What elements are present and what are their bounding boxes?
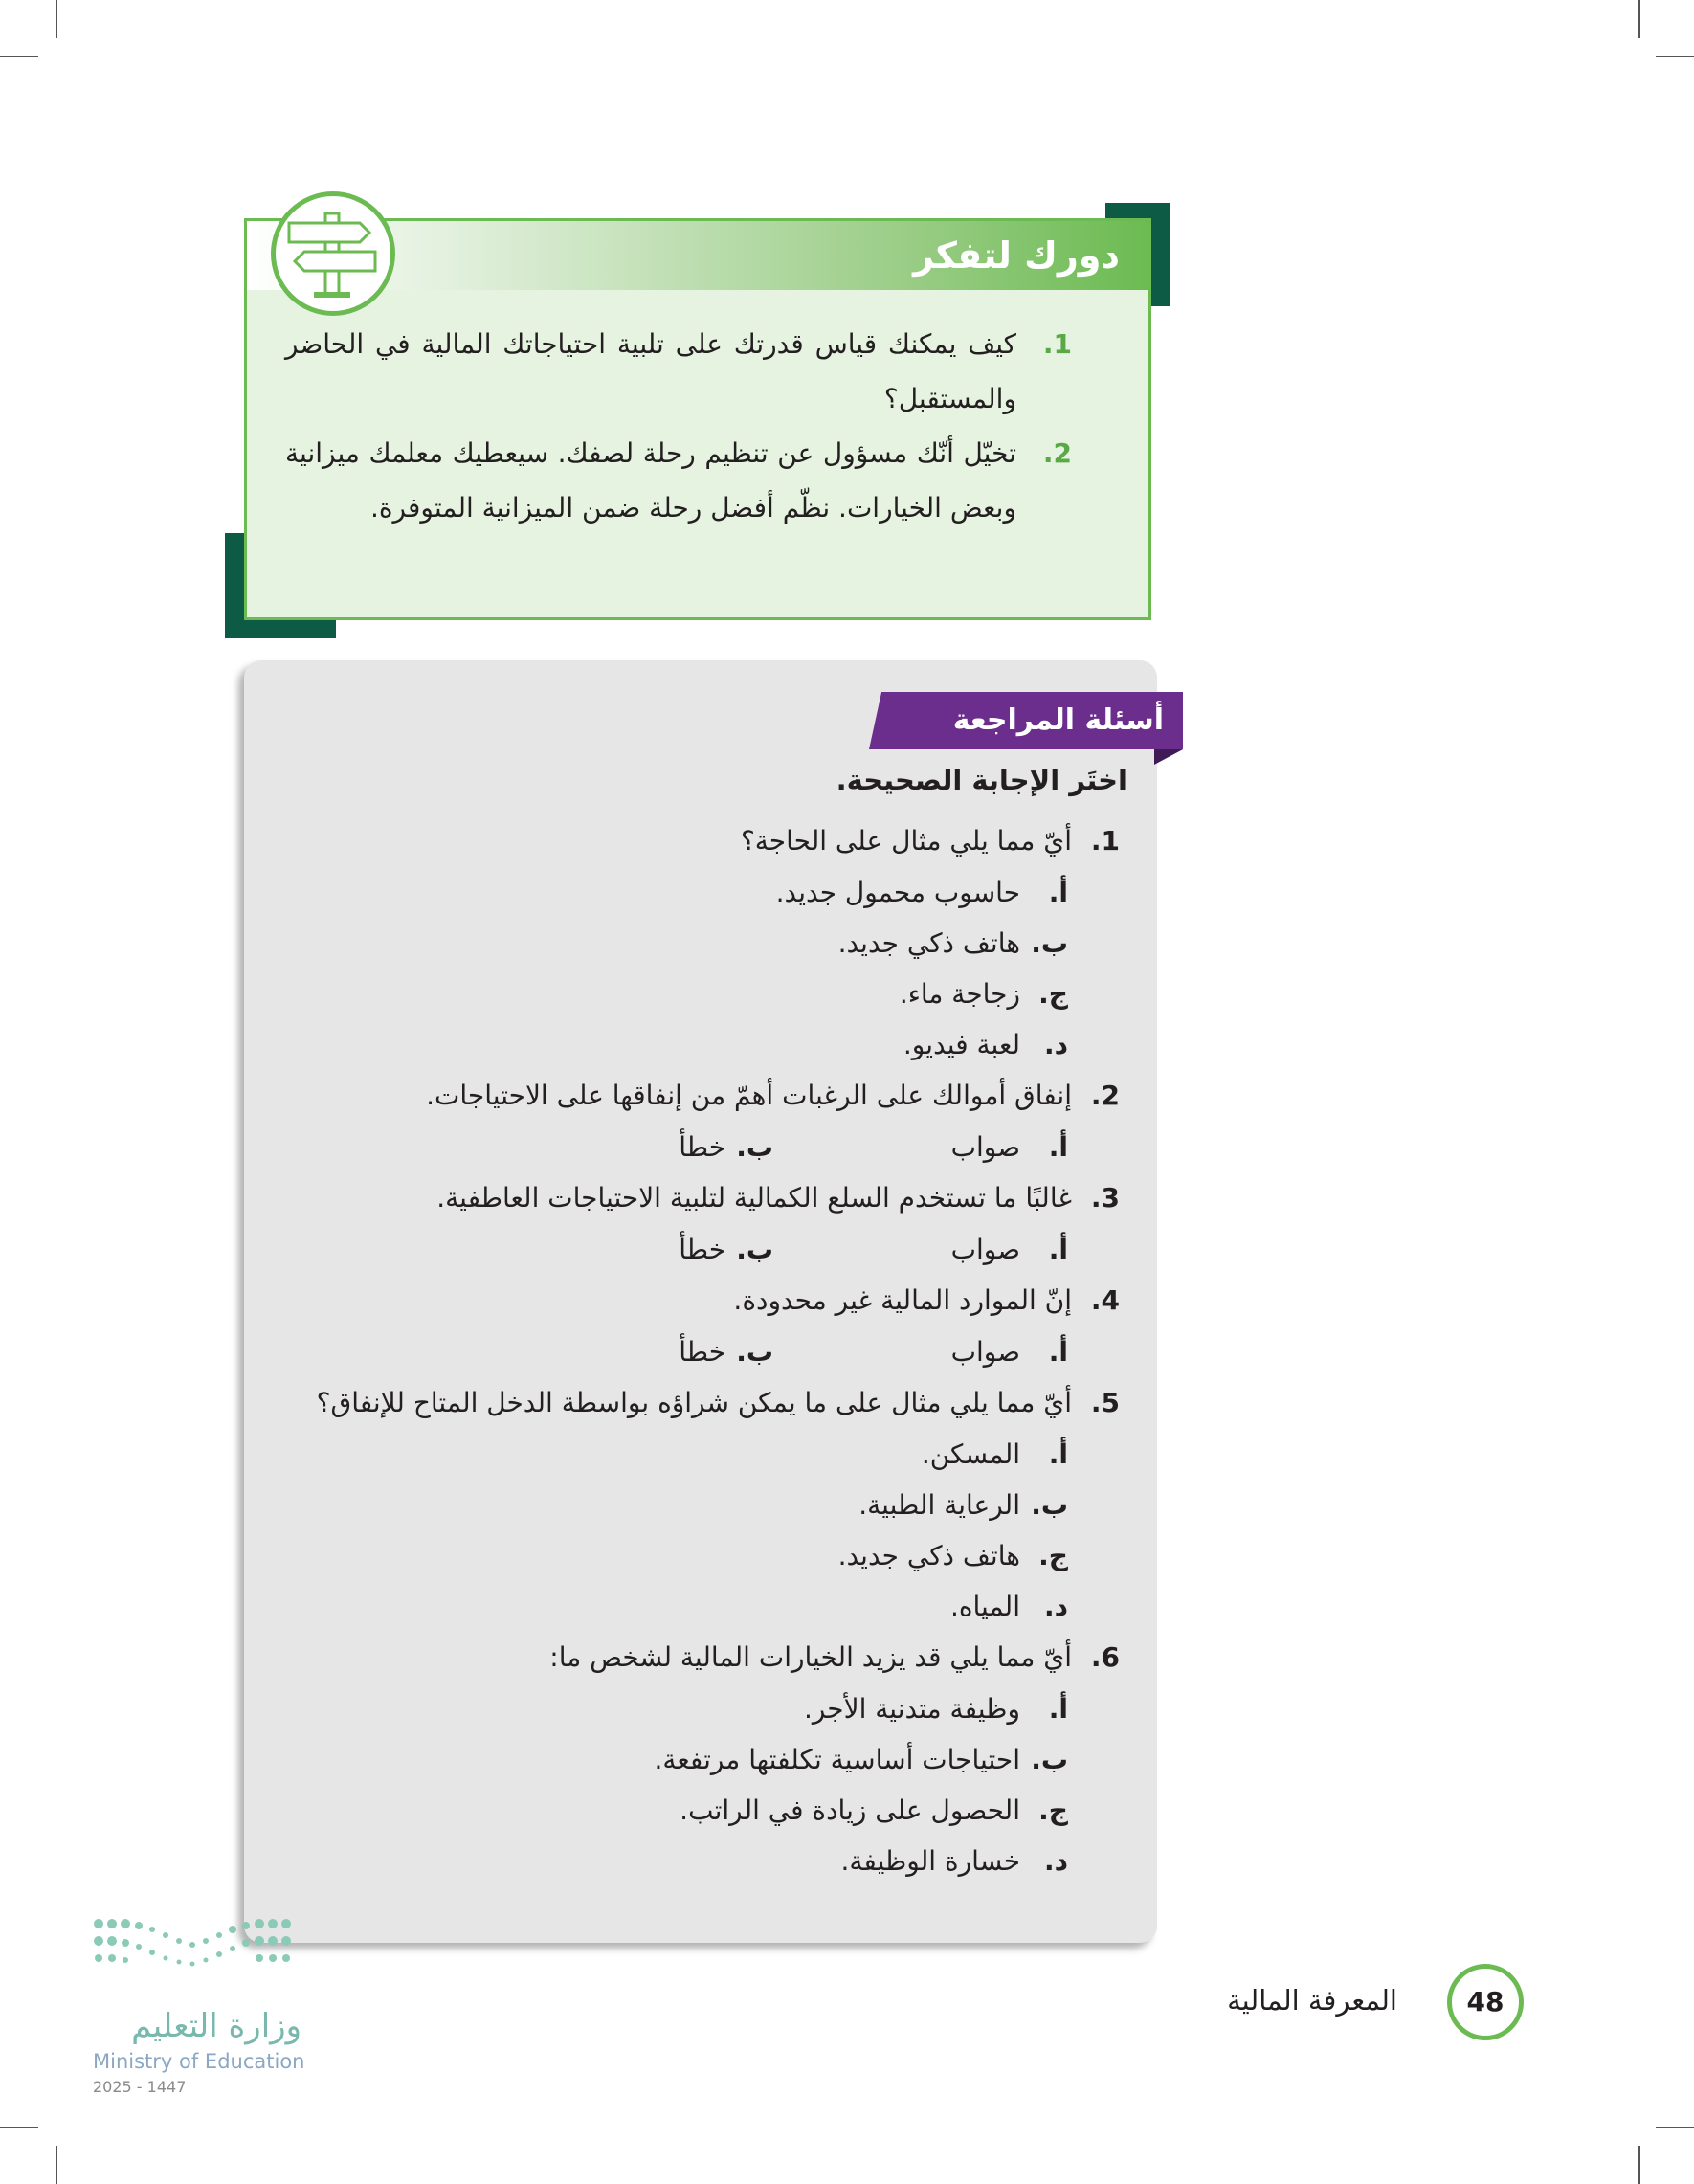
option-letter: د. <box>1043 1029 1068 1060</box>
option-true[interactable]: صواب <box>950 1336 1020 1368</box>
question-number: .6 <box>1090 1641 1120 1673</box>
question-number: .2 <box>1090 1080 1120 1111</box>
think-title: دورك لتفكر <box>913 234 1120 277</box>
book-title: المعرفة المالية <box>1227 1984 1397 2017</box>
true-false-options <box>285 1326 1127 1377</box>
option[interactable] <box>285 918 1127 969</box>
option-text: احتياجات أساسية تكلفتها مرتفعة. <box>654 1744 1020 1775</box>
option-letter: ب. <box>1031 1744 1068 1775</box>
option[interactable] <box>285 1683 1127 1734</box>
question <box>285 1632 1127 1683</box>
option-false[interactable]: خطأ <box>679 1234 725 1265</box>
question-text: غالبًا ما تستخدم السلع الكمالية لتلبية الاحتياجات العاطفية. <box>436 1182 1072 1214</box>
question <box>285 815 1127 867</box>
option-letter: أ. <box>1048 1693 1068 1725</box>
option-text: وظيفة متدنية الأجر. <box>803 1693 1020 1725</box>
option[interactable] <box>285 969 1127 1019</box>
option-letter: ب. <box>736 1336 773 1368</box>
option-text: لعبة فيديو. <box>903 1029 1020 1060</box>
question-number: .3 <box>1090 1182 1120 1214</box>
option-false[interactable]: خطأ <box>679 1131 725 1163</box>
question-text: أيّ مما يلي مثال على ما يمكن شراؤه بواسطة الدخل المتاح للإنفاق؟ <box>316 1387 1072 1418</box>
page-number: 48 <box>1447 1964 1524 2040</box>
think-item-number: .2 <box>1042 437 1072 469</box>
option-letter: أ. <box>1048 1131 1068 1163</box>
crop-mark <box>1638 2146 1640 2184</box>
crop-mark <box>0 2127 38 2128</box>
option-true[interactable]: صواب <box>950 1131 1020 1163</box>
question <box>285 1070 1127 1122</box>
option-false[interactable]: خطأ <box>679 1336 725 1368</box>
crop-mark <box>56 2146 57 2184</box>
option[interactable] <box>285 1429 1127 1480</box>
option[interactable] <box>285 867 1127 918</box>
option[interactable] <box>285 1480 1127 1530</box>
review-banner-fold <box>1154 749 1183 765</box>
option[interactable] <box>285 1530 1127 1581</box>
option-text: الحصول على زيادة في الراتب. <box>680 1794 1020 1826</box>
option-text: الرعاية الطبية. <box>858 1489 1020 1521</box>
think-item <box>285 317 1072 426</box>
option-letter: أ. <box>1048 1438 1068 1470</box>
crop-mark <box>0 56 38 57</box>
crop-mark <box>56 0 57 38</box>
think-item-number: .1 <box>1042 328 1072 360</box>
option-text: هاتف ذكي جديد. <box>837 927 1020 959</box>
crop-mark <box>1656 2127 1694 2128</box>
review-instruction: اختَر الإجابة الصحيحة. <box>836 764 1127 796</box>
option-letter: د. <box>1043 1591 1068 1622</box>
option[interactable] <box>285 1019 1127 1070</box>
ministry-dots-icon <box>91 1914 311 2000</box>
crop-mark <box>1638 0 1640 38</box>
option-letter: ب. <box>1031 1489 1068 1521</box>
question <box>285 1377 1127 1429</box>
question-text: أيّ مما يلي مثال على الحاجة؟ <box>740 825 1072 857</box>
true-false-options <box>285 1224 1127 1275</box>
option-letter: ج. <box>1038 978 1068 1010</box>
true-false-options <box>285 1122 1127 1172</box>
option[interactable] <box>285 1785 1127 1836</box>
think-list <box>285 317 1072 535</box>
option-letter: ب. <box>1031 927 1068 959</box>
option-text: هاتف ذكي جديد. <box>837 1540 1020 1571</box>
option-letter: أ. <box>1048 877 1068 908</box>
think-item-text: كيف يمكنك قياس قدرتك على تلبية احتياجاتك المالية في الحاضر والمستقبل؟ <box>285 328 1016 414</box>
option-letter: أ. <box>1048 1336 1068 1368</box>
option-letter: ج. <box>1038 1540 1068 1571</box>
think-item-text: تخيّل أنّك مسؤول عن تنظيم رحلة لصفك. سيعطيك معلمك ميزانية وبعض الخيارات. نظّم أفضل رحلة ضمن الميزانية المتوفرة. <box>285 437 1016 524</box>
question-text: إنّ الموارد المالية غير محدودة. <box>733 1284 1072 1316</box>
option-letter: د. <box>1043 1845 1068 1877</box>
question-number: .5 <box>1090 1387 1120 1418</box>
option[interactable] <box>285 1836 1127 1886</box>
ministry-name-ar: وزارة التعليم <box>131 2007 301 2045</box>
review-title: أسئلة المراجعة <box>952 703 1164 737</box>
option-text: خسارة الوظيفة. <box>840 1845 1020 1877</box>
question-text: إنفاق أموالك على الرغبات أهمّ من إنفاقها على الاحتياجات. <box>426 1080 1072 1111</box>
option-letter: ب. <box>736 1234 773 1265</box>
option[interactable] <box>285 1581 1127 1632</box>
question <box>285 1172 1127 1224</box>
option[interactable] <box>285 1734 1127 1785</box>
think-item <box>285 426 1072 535</box>
signpost-icon <box>271 191 395 316</box>
option-letter: ب. <box>736 1131 773 1163</box>
question-number: .1 <box>1090 825 1120 857</box>
option-letter: ج. <box>1038 1794 1068 1826</box>
question-number: .4 <box>1090 1284 1120 1316</box>
option-true[interactable]: صواب <box>950 1234 1020 1265</box>
ministry-year: 2025 - 1447 <box>93 2078 187 2096</box>
crop-mark <box>1656 56 1694 57</box>
question-text: أيّ مما يلي قد يزيد الخيارات المالية لشخص ما: <box>549 1641 1072 1673</box>
option-text: حاسوب محمول جديد. <box>775 877 1020 908</box>
question <box>285 1275 1127 1326</box>
option-text: المياه. <box>949 1591 1020 1622</box>
ministry-name-en: Ministry of Education <box>93 2050 305 2073</box>
questions-list <box>285 815 1127 1886</box>
option-text: المسكن. <box>921 1438 1020 1470</box>
option-letter: أ. <box>1048 1234 1068 1265</box>
option-text: زجاجة ماء. <box>899 978 1020 1010</box>
